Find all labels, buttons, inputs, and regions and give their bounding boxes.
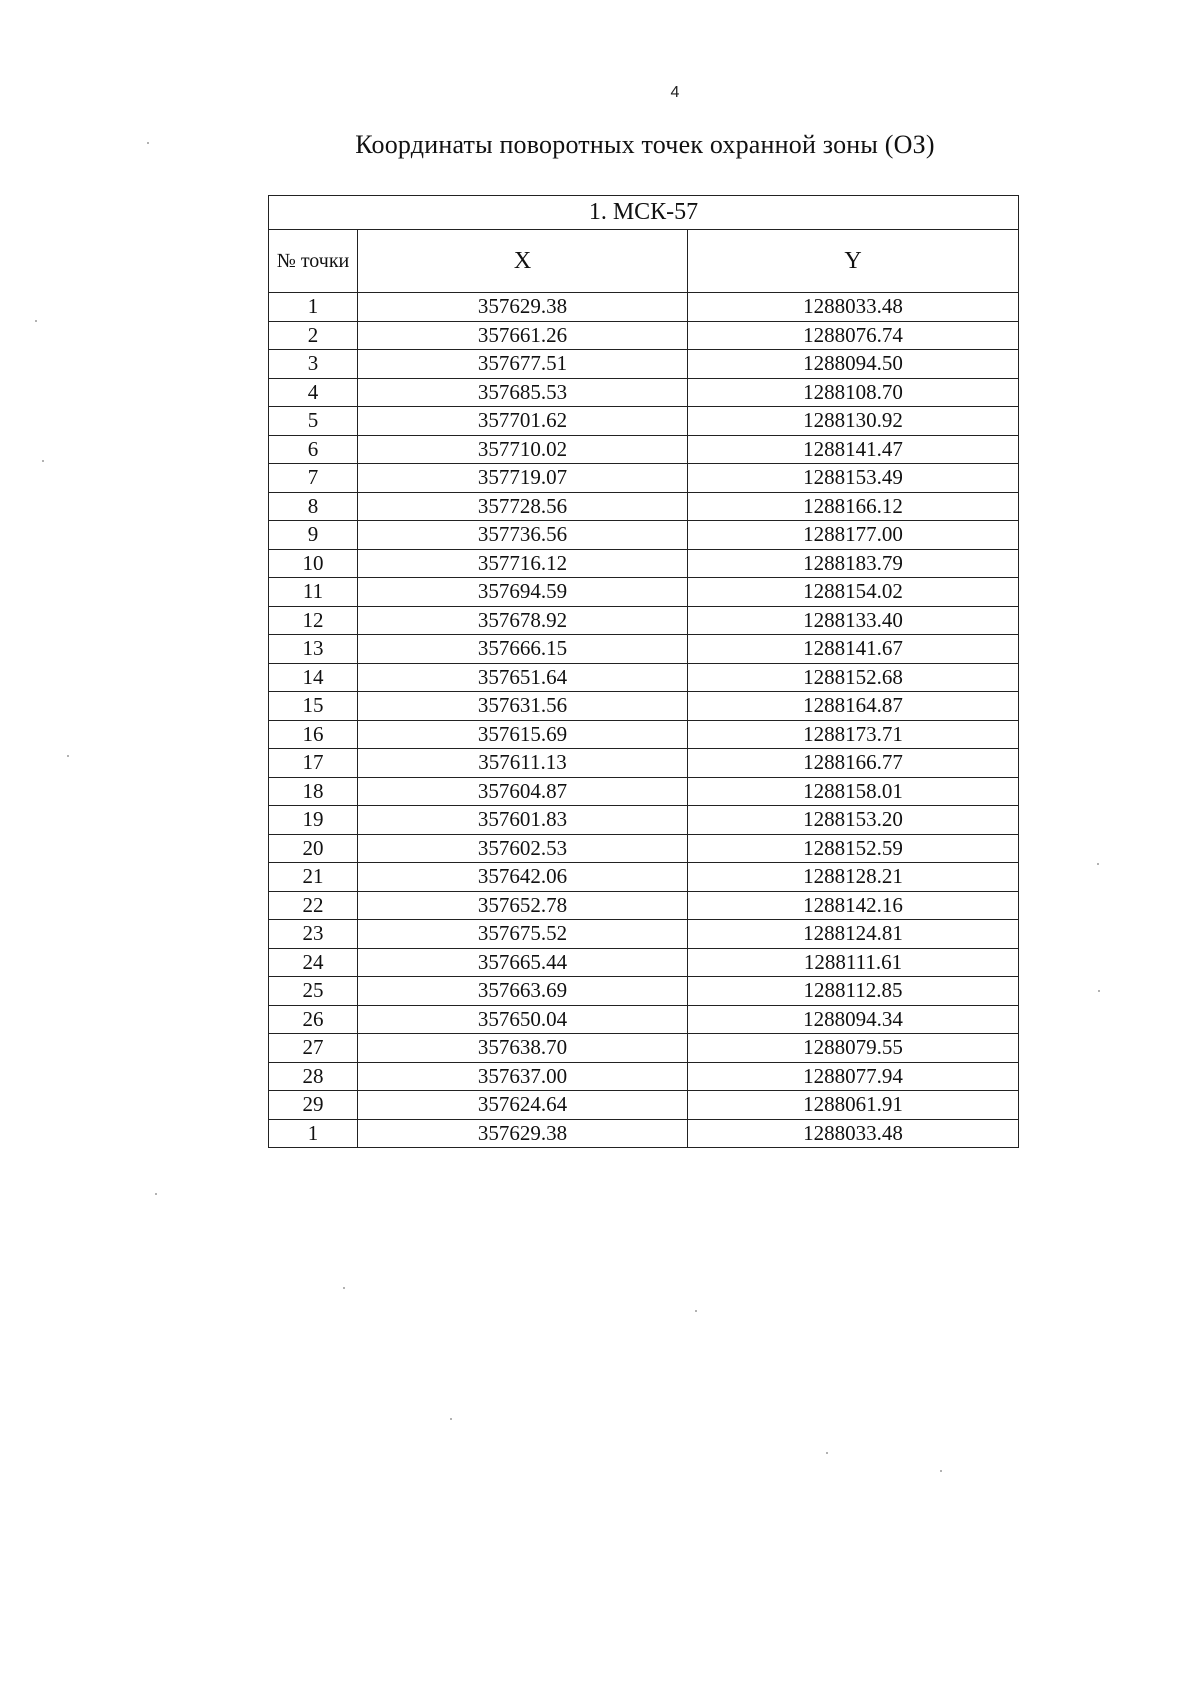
table-row: [269, 749, 1019, 778]
x-coordinate-cell: 357736.56: [358, 521, 688, 550]
point-number-cell: 10: [269, 549, 358, 578]
y-coordinate-cell: 1288152.68: [688, 663, 1019, 692]
y-coordinate-cell: 1288079.55: [688, 1034, 1019, 1063]
x-coordinate-cell: 357651.64: [358, 663, 688, 692]
table-row: [269, 321, 1019, 350]
x-coordinate-cell: 357601.83: [358, 806, 688, 835]
point-number-cell: 20: [269, 834, 358, 863]
x-coordinate-cell: 357701.62: [358, 407, 688, 436]
y-coordinate-cell: 1288152.59: [688, 834, 1019, 863]
x-coordinate-cell: 357666.15: [358, 635, 688, 664]
x-coordinate-cell: 357637.00: [358, 1062, 688, 1091]
point-number-cell: 15: [269, 692, 358, 721]
x-coordinate-cell: 357631.56: [358, 692, 688, 721]
x-coordinate-cell: 357677.51: [358, 350, 688, 379]
x-coordinate-cell: 357624.64: [358, 1091, 688, 1120]
x-coordinate-cell: 357652.78: [358, 891, 688, 920]
y-coordinate-cell: 1288033.48: [688, 1119, 1019, 1148]
table-row: [269, 891, 1019, 920]
table-row: [269, 350, 1019, 379]
point-number-cell: 16: [269, 720, 358, 749]
x-coordinate-cell: 357694.59: [358, 578, 688, 607]
scan-speck: [695, 1310, 697, 1312]
x-coordinate-cell: 357685.53: [358, 378, 688, 407]
point-number-cell: 11: [269, 578, 358, 607]
y-column-header: Y: [688, 230, 1019, 293]
table-row: [269, 378, 1019, 407]
point-number-cell: 2: [269, 321, 358, 350]
table-row: [269, 977, 1019, 1006]
y-coordinate-cell: 1288166.12: [688, 492, 1019, 521]
y-coordinate-cell: 1288173.71: [688, 720, 1019, 749]
point-number-cell: 12: [269, 606, 358, 635]
point-number-cell: 25: [269, 977, 358, 1006]
table-row: [269, 464, 1019, 493]
point-number-cell: 9: [269, 521, 358, 550]
scan-speck: [450, 1418, 452, 1420]
point-number-cell: 28: [269, 1062, 358, 1091]
table-row: [269, 863, 1019, 892]
x-coordinate-cell: 357604.87: [358, 777, 688, 806]
y-coordinate-cell: 1288077.94: [688, 1062, 1019, 1091]
table-row: [269, 692, 1019, 721]
scan-speck: [1097, 863, 1099, 865]
table-row: [269, 549, 1019, 578]
point-number-cell: 23: [269, 920, 358, 949]
x-coordinate-cell: 357728.56: [358, 492, 688, 521]
x-coordinate-cell: 357665.44: [358, 948, 688, 977]
point-number-cell: 13: [269, 635, 358, 664]
y-coordinate-cell: 1288111.61: [688, 948, 1019, 977]
y-coordinate-cell: 1288141.67: [688, 635, 1019, 664]
scan-speck: [35, 320, 37, 322]
table-row: [269, 606, 1019, 635]
point-number-cell: 6: [269, 435, 358, 464]
x-coordinate-cell: 357602.53: [358, 834, 688, 863]
y-coordinate-cell: 1288033.48: [688, 293, 1019, 322]
point-number-cell: 1: [269, 1119, 358, 1148]
point-number-column-header: № точки: [269, 230, 358, 293]
table-row: [269, 293, 1019, 322]
point-number-cell: 18: [269, 777, 358, 806]
y-coordinate-cell: 1288112.85: [688, 977, 1019, 1006]
y-coordinate-cell: 1288133.40: [688, 606, 1019, 635]
table-row: [269, 948, 1019, 977]
table-row: [269, 1005, 1019, 1034]
y-coordinate-cell: 1288141.47: [688, 435, 1019, 464]
y-coordinate-cell: 1288177.00: [688, 521, 1019, 550]
y-coordinate-cell: 1288142.16: [688, 891, 1019, 920]
table-row: [269, 407, 1019, 436]
coordinates-table: [268, 195, 1019, 1148]
y-coordinate-cell: 1288061.91: [688, 1091, 1019, 1120]
point-number-cell: 3: [269, 350, 358, 379]
scan-speck: [147, 142, 149, 144]
y-coordinate-cell: 1288094.50: [688, 350, 1019, 379]
point-number-cell: 22: [269, 891, 358, 920]
y-coordinate-cell: 1288094.34: [688, 1005, 1019, 1034]
y-coordinate-cell: 1288183.79: [688, 549, 1019, 578]
table-row: [269, 834, 1019, 863]
y-coordinate-cell: 1288130.92: [688, 407, 1019, 436]
x-coordinate-cell: 357611.13: [358, 749, 688, 778]
y-coordinate-cell: 1288153.49: [688, 464, 1019, 493]
scan-speck: [1098, 990, 1100, 992]
scan-speck: [826, 1452, 828, 1454]
y-coordinate-cell: 1288108.70: [688, 378, 1019, 407]
table-row: [269, 492, 1019, 521]
scan-speck: [940, 1470, 942, 1472]
x-coordinate-cell: 357661.26: [358, 321, 688, 350]
table-row: [269, 1062, 1019, 1091]
point-number-cell: 27: [269, 1034, 358, 1063]
table-row: [269, 1034, 1019, 1063]
point-number-cell: 5: [269, 407, 358, 436]
table-body: [269, 293, 1019, 1148]
point-number-cell: 19: [269, 806, 358, 835]
table-row: [269, 435, 1019, 464]
x-coordinate-cell: 357615.69: [358, 720, 688, 749]
table-row: [269, 635, 1019, 664]
table-row: [269, 578, 1019, 607]
x-coordinate-cell: 357678.92: [358, 606, 688, 635]
scan-speck: [155, 1193, 157, 1195]
y-coordinate-cell: 1288076.74: [688, 321, 1019, 350]
x-coordinate-cell: 357642.06: [358, 863, 688, 892]
table-row: [269, 777, 1019, 806]
table-row: [269, 521, 1019, 550]
point-number-cell: 4: [269, 378, 358, 407]
y-coordinate-cell: 1288128.21: [688, 863, 1019, 892]
x-coordinate-cell: 357719.07: [358, 464, 688, 493]
y-coordinate-cell: 1288164.87: [688, 692, 1019, 721]
x-coordinate-cell: 357710.02: [358, 435, 688, 464]
table-row: [269, 920, 1019, 949]
table-row: [269, 663, 1019, 692]
point-number-cell: 26: [269, 1005, 358, 1034]
point-number-cell: 24: [269, 948, 358, 977]
x-coordinate-cell: 357650.04: [358, 1005, 688, 1034]
y-coordinate-cell: 1288154.02: [688, 578, 1019, 607]
scan-speck: [42, 460, 44, 462]
point-number-cell: 21: [269, 863, 358, 892]
point-number-cell: 29: [269, 1091, 358, 1120]
table-header: [269, 196, 1019, 293]
table-row: [269, 1091, 1019, 1120]
x-coordinate-cell: 357638.70: [358, 1034, 688, 1063]
point-number-cell: 17: [269, 749, 358, 778]
y-coordinate-cell: 1288166.77: [688, 749, 1019, 778]
point-number-cell: 7: [269, 464, 358, 493]
table-row: [269, 720, 1019, 749]
x-column-header: X: [358, 230, 688, 293]
scan-speck: [343, 1287, 345, 1289]
point-number-cell: 14: [269, 663, 358, 692]
y-coordinate-cell: 1288153.20: [688, 806, 1019, 835]
x-coordinate-cell: 357675.52: [358, 920, 688, 949]
document-title: Координаты поворотных точек охранной зоны (ОЗ): [355, 130, 935, 159]
coordinate-system-name: 1. МСК-57: [269, 196, 1019, 230]
page-number: 4: [670, 84, 680, 101]
x-coordinate-cell: 357716.12: [358, 549, 688, 578]
x-coordinate-cell: 357629.38: [358, 293, 688, 322]
x-coordinate-cell: 357629.38: [358, 1119, 688, 1148]
scan-speck: [67, 755, 69, 757]
point-number-cell: 8: [269, 492, 358, 521]
table-row: [269, 806, 1019, 835]
x-coordinate-cell: 357663.69: [358, 977, 688, 1006]
point-number-cell: 1: [269, 293, 358, 322]
y-coordinate-cell: 1288124.81: [688, 920, 1019, 949]
y-coordinate-cell: 1288158.01: [688, 777, 1019, 806]
table-row: [269, 1119, 1019, 1148]
